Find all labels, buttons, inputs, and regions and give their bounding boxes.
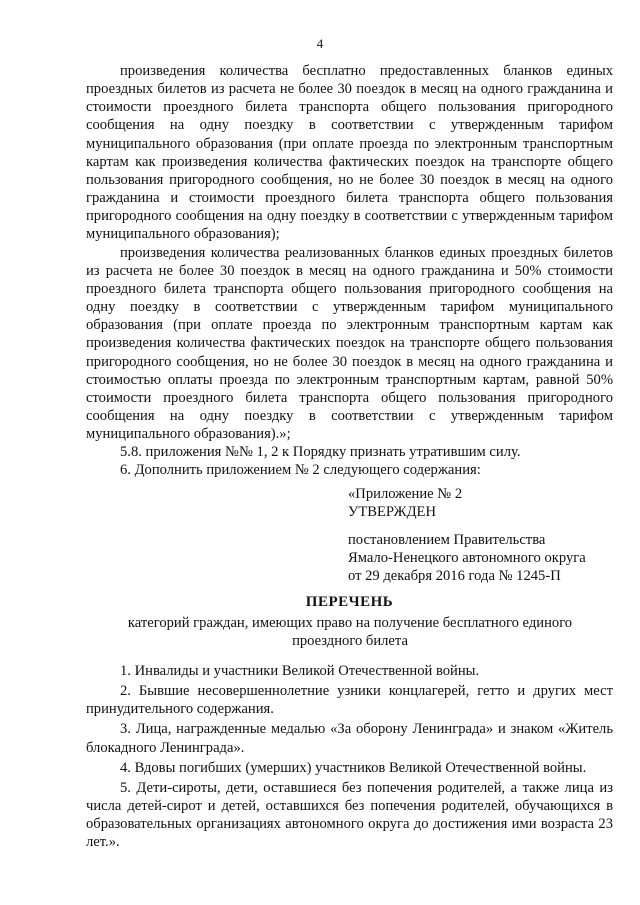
paragraph: произведения количества реализованных бланков единых проездных билетов из расчета не более 30 поездок в месяц на одного гражданина и 50% стоимости проездного билета транспорта общего пользования пригородного сообщения на одну поездку в соответствии с утвержденным тарифом муниципального образования (при оплате проезда по электронным транспортным картам как произведения количества фактических поездок на транспорте общего пользования пригородного сообщения, но не более 30 поездок в месяц на одного гражданина и стоимостью оплаты проезда по электронным транспортным картам, равной 50% стоимости проездного билета транспорта общего пользования пригородного сообщения на одну поездку в соответствии с утвержденным тарифом муниципального образования).»; [86,244,613,443]
paragraph: 6. Дополнить приложением № 2 следующего содержания: [120,462,481,479]
list-item: 1. Инвалиды и участники Великой Отечественной войны. [120,663,480,679]
paragraph: произведения количества бесплатно предоставленных бланков единых проездных билетов из расчета не более 30 поездок в месяц на одного гражданина и стоимости проездного билета транспорта общего пользования пригородного сообщения на одну поездку в соответствии с утвержденным тарифом муниципального образования (при оплате проезда по электронным транспортным картам как произведения количества фактических поездок на транспорте общего пользования пригородного сообщения, но не более 30 поездок в месяц на одного гражданина и стоимости проездного билета транспорта общего пользования пригородного сообщения на одну поездку в соответствии с утвержденным тарифом муниципального образования); [86,63,613,243]
list-subtitle: категорий граждан, имеющих право на получение бесплатного единого проездного билета [127,615,573,649]
list-item: 2. Бывшие несовершеннолетние узники концлагерей, гетто и других мест принудительного содержания. [86,683,613,718]
approval-line: постановлением Правительства [348,532,546,548]
list-item: 4. Вдовы погибших (умерших) участников Великой Отечественной войны. [120,759,587,776]
list-item: 3. Лица, награжденные медалью «За оборону Ленинграда» и знаком «Житель блокадного Ленинграда». [86,721,613,756]
paragraph: 5.8. приложения №№ 1, 2 к Порядку признать утратившим силу. [120,444,521,461]
page-number: 4 [316,36,324,51]
approved-label: УТВЕРЖДЕН [348,504,436,520]
body-text [86,62,613,480]
list-title: ПЕРЕЧЕНЬ [305,594,394,610]
approval-details [348,531,618,585]
approval-header [348,485,618,521]
approval-date-line: от 29 декабря 2016 года № 1245-П [348,568,561,584]
list-item: 5. Дети-сироты, дети, оставшиеся без попечения родителей, а также лица из числа детей-сирот и детей, оставшихся без попечения родителей, обучающихся в образовательных организациях автономного округа до достижения ими возраста 23 лет.». [86,779,613,851]
category-list [86,662,613,854]
approval-line: Ямало-Ненецкого автономного округа [348,550,586,566]
appendix-label: «Приложение № 2 [348,486,463,502]
